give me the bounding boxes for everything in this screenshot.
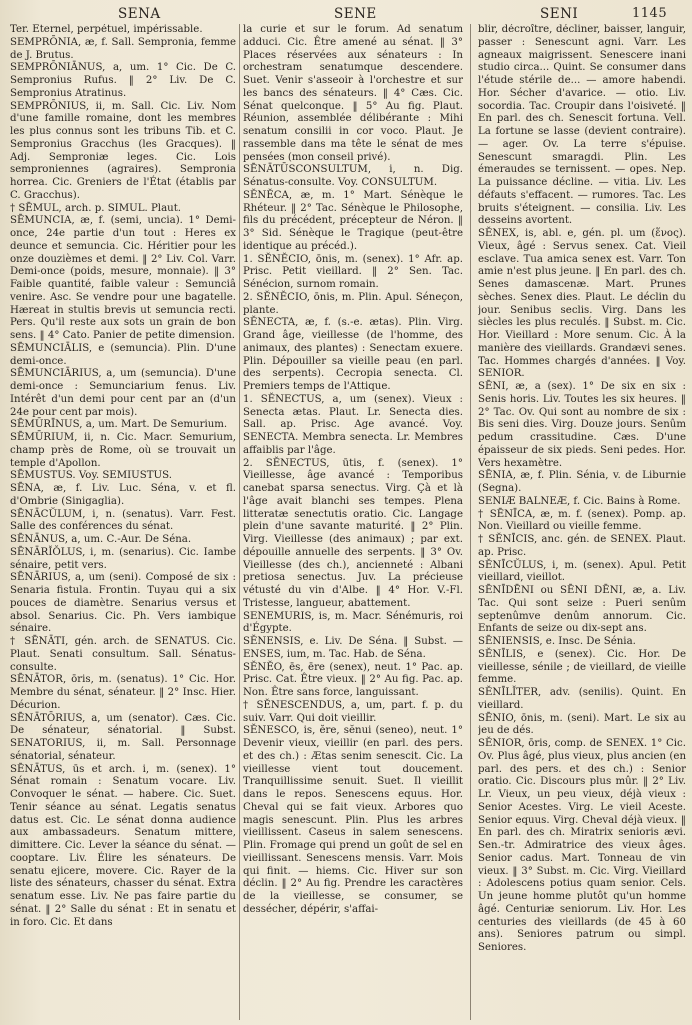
dictionary-entry: † SĒNĪCA, æ, m. f. (senex). Pomp. ap. Non. Vieillard ou vieille femme. [478,508,686,533]
dictionary-entry: SĔNEX, is, abl. e, gén. pl. um (ἕνος). Vieux, âgé : Servus senex. Cat. Vieil esclave. Tua amica senex est. Varr. Ton amie n'est plus jeune. ‖ En parl. des ch. Senes damascenæ. Mart. Prunes sèches. Senex dies. Plaut. Le déclin du jour. Senibus seclis. Virg. Dans les siècles les plus reculés. ‖ Subst. m. Cic. Hor. Vieillard : More senum. Cic. À la manière des vieillards. Grandævi senes. Tac. Hommes chargés d'années. ‖ Voy. SENIOR. [478,228,686,380]
column-divider-1 [239,24,240,1020]
dictionary-entry: SENIÆ BALNEÆ, f. Cic. Bains à Rome. [478,495,681,507]
header-left-guideword: SENA [118,6,161,22]
dictionary-entry: 2. SĔNECTUS, ūtis, f. (senex). 1° Vieillesse, âge avancé : Temporibus canebat sparsa senectus. Virg. Çà et là l'âge avait blanchi ses tempes. Plena litteratæ senectutis oratio. Cic. Langage plein d'une savante maturité. ‖ 2° Plin. Virg. Vieillesse (des animaux) ; par ext. dépouille annuelle des serpents. ‖ 3° Ov. Vieillesse (des ch.), ancienneté : Albani pretiosa senectus. Juv. La précieuse vétusté du vin d'Albe. ‖ 4° Hor. V.-Fl. Tristesse, langueur, abattement. [243,457,463,609]
column-2 [243,24,463,1020]
dictionary-entry: la curie et sur le forum. Ad senatum adduci. Cic. Être amené au sénat. ‖ 3° Places réservées aux sénateurs : In orchestram senatumque descendere. Suet. Venir s'asseoir à l'orchestre et sur les bancs des sénateurs. ‖ 4° Cæs. Cic. Sénat quelconque. ‖ 5° Au fig. Plaut. Réunion, assemblée délibérante : Mihi senatum consilii in cor voco. Plaut. Je rassemble dans ma tête le sénat de mes pensées (mon conseil privé). [243,24,463,163]
dictionary-entry: SĒMUNCIĀLIS, e (semuncia). Plin. D'une demi-once. [10,342,236,367]
dictionary-entry: SEMPRŌNIĀNUS, a, um. 1° Cic. De C. Sempronius Rufus. ‖ 2° Liv. De C. Sempronius Atratinus. [10,62,236,99]
running-header [0,4,692,26]
dictionary-entry: SĔNENSIS, e. Liv. De Séna. ‖ Subst. — ENSES, ium, m. Tac. Hab. de Séna. [243,636,463,660]
dictionary-entry: SĒMUNCIA, æ, f. (semi, uncia). 1° Demi-once, 24e partie d'un tout : Heres ex deunce et semuncia. Cic. Héritier pour les onze douzièmes et demi. ‖ 2° Liv. Col. Varr. Demi-once (poids, mesure, monnaie). ‖ 3° Faible quantité, faible valeur : Semunciâ venire. Asc. Se vendre pour une bagatelle. Hæreat in stultis brevis ut semuncia recti. Pers. Qu'il reste aux sots un grain de bon sens. ‖ 4° Cato. Panier de petite dimension. [10,215,236,341]
dictionary-entry: SĔNESCO, is, ĕre, sĕnui (seneo), neut. 1° Devenir vieux, vieillir (en parl. des pers. et des ch.) : Ætas senim senescit. Cic. La vieillesse vient tout doucement. Tranquillissime senuit. Suet. Il vieillit dans le repos. Senescens equus. Hor. Cheval qui se fait vieux. Arbores quo magis senescunt. Plin. Plus les arbres vieillissent. Caseus in salem senescens. Plin. Fromage qui prend un goût de sel en vieillissant. Senescens mensis. Varr. Mois qui finit. — hiems. Cic. Hiver sur son déclin. ‖ 2° Au fig. Prendre les caractères de la vieillesse, se consumer, se dessécher, dépérir, s'affai- [243,725,463,915]
dictionary-entry: 2. SĔNĔCIO, ōnis, m. Plin. Apul. Séneçon, plante. [243,291,463,316]
dictionary-entry: SĒNĀTUS, ūs et arch. i, m. (senex). 1° Sénat romain : Senatum vocare. Liv. Convoquer le sénat. — habere. Cic. Suet. Tenir séance au sénat. Legatis senatus datus est. Cic. Le sénat donna audience aux ambassadeurs. Senatum mittere, dimittere. Cic. Lever la séance du sénat. — cooptare. Liv. Élire les sénateurs. De senatu ejicere, movere. Cic. Rayer de la liste des sénateurs, chasser du sénat. Extra senatum esse. Liv. Ne pas faire partie du sénat. ‖ 2° Salle du sénat : Et in senatu et in foro. Cic. Et dans [10,763,236,928]
dictionary-entry: SĒNĀRĬŎLUS, i, m. (senarius). Cic. Iambe sénaire, petit vers. [10,546,236,571]
dictionary-entry: SĒMUNCIĀRIUS, a, um (semuncia). D'une demi-once : Semunciarium fenus. Liv. Intérêt d'un demi pour cent par an (d'un 24e pour cent par mois). [10,368,236,418]
column-1 [10,24,236,1020]
dictionary-entry: SĒNIO, ōnis, m. (seni). Mart. Le six au jeu de dés. [478,712,686,737]
dictionary-entry: SĔNĪLIS, e (senex). Cic. Hor. De vieillesse, sénile ; de vieillard, de vieille femme. [478,648,686,686]
dictionary-entry: blir, décroître, décliner, baisser, languir, passer : Senescunt agni. Varr. Les agneaux maigrissent. Senescere inani studio circa... Quint. Se consumer dans l'étude stérile de... — amore habendi. Hor. Sécher d'avarice. — otio. Liv. socordia. Tac. Croupir dans l'oisiveté. ‖ En parl. des ch. Senescit fortuna. Vell. La fortune se lasse (devient contraire). — ager. Ov. La terre s'épuise. Senescunt smaragdi. Plin. Les émeraudes se ternissent. — opes. Nep. La puissance décline. — vitia. Liv. Les défauts s'effacent. — rumores. Tac. Les bruits s'éteignent. — consilia. Liv. Les desseins avortent. [478,24,686,227]
dictionary-entry: † SĒMUL, arch. p. SIMUL. Plaut. [10,202,182,214]
dictionary-entry: SĒNĀRIUS, a, um (seni). Composé de six : Senaria fistula. Frontin. Tuyau qui a six pouces de diamètre. Senarius versus et absol. Senarius. Cic. Ph. Vers iambique sénaire. [10,572,236,635]
dictionary-entry: † SĔNESCENDUS, a, um, part. f. p. du suiv. Varr. Qui doit vieillir. [243,699,463,724]
dictionary-entry: SĒNĪDĒNI ou SĒNI DĒNI, æ, a. Liv. Tac. Qui sont seize : Pueri senûm septenûmve denûm annorum. Cic. Enfants de seize ou dix-sept ans. [478,585,686,635]
dictionary-entry: SĔNĔCA, æ, m. 1° Mart. Sénèque le Rhéteur. ‖ 2° Tac. Sénèque le Philosophe, fils du précédent, précepteur de Néron. ‖ 3° Sid. Sénèque le Tragique (peut-être identique au précéd.). [243,189,463,252]
dictionary-entry: SĒNĀNUS, a, um. C.-Aur. De Séna. [10,534,192,545]
dictionary-entry: SĒNIA, æ, f. Plin. Sénia, v. de Liburnie (Segna). [478,470,686,494]
dictionary-entry: 1. SĔNECTUS, a, um (senex). Vieux : Senecta ætas. Plaut. Lr. Senecta dies. Sall. ap. Prisc. Age avancé. Voy. SENECTA. Membra senecta. Lr. Membres affaiblis par l'âge. [243,393,463,456]
dictionary-entry: SĒMŪRIUM, ii, n. Cic. Macr. Semurium, champ près de Rome, où se trouvait un temple d'Apollon. [10,432,236,469]
header-right-guideword: SENI [540,6,579,22]
dictionary-entry: SEMPRŌNIA, æ, f. Sall. Sempronia, femme de J. Brutus. [10,36,236,61]
dictionary-entry: SĒNA, æ, f. Liv. Luc. Séna, v. et fl. d'Ombrie (Sinigaglia). [10,483,236,507]
dictionary-entry: SĒMUSTUS. Voy. SEMIUSTUS. [10,470,172,482]
dictionary-entry: SENEMURIS, is, m. Macr. Sénémuris, roi d'Égypte. [243,610,463,635]
dictionary-entry: 1. SĔNĔCIO, ōnis, m. (senex). 1° Afr. ap. Prisc. Petit vieillard. ‖ 2° Sen. Tac. Sénécion, surnom romain. [243,253,463,290]
dictionary-entry: † SĔNĪCIS, anc. gén. de SENEX. Plaut. ap. Prisc. [478,534,686,558]
page-number: 1145 [632,6,668,21]
dictionary-entry: SEMPRŌNIUS, ii, m. Sall. Cic. Liv. Nom d'une famille romaine, dont les membres les plus connus sont les tribuns Tib. et C. Sempronius Gracchus (les Gracques). ‖ Adj. Semproniæ leges. Cic. Lois semproniennes (agraires). Sempronia horrea. Cic. Greniers de l'État (établis par C. Gracchus). [10,100,236,201]
dictionary-entry: SĔNIOR, ōris, comp. de SENEX. 1° Cic. Ov. Plus âgé, plus vieux, plus ancien (en parl. des pers. et des ch.) : Senior oratio. Cic. Discours plus mûr. ‖ 2° Liv. Lr. Vieux, un peu vieux, déjà vieux : Senior Acestes. Virg. Le vieil Aceste. Senior equus. Virg. Cheval déjà vieux. ‖ En parl. des ch. Miratrix senioris ævi. Sen.-tr. Admiratrice des vieux âges. Senior cadus. Mart. Tonneau de vin vieux. ‖ 3° Subst. m. Cic. Virg. Vieillard : Adolescens potius quam senior. Cels. Un jeune homme plutôt qu'un homme âgé. Centuriæ seniorum. Liv. Hor. Les centuries des vieillards (de 45 à 60 ans). Seniores patrum ou simpl. Seniores. [478,738,686,953]
header-center-guideword: SENE [334,6,377,22]
dictionary-entry: SĔNECTA, æ, f. (s.-e. ætas). Plin. Virg. Grand âge, vieillesse (de l'homme, des animaux, des plantes) : Senectam exuere. Plin. Dépouiller sa vieille peau (en parl. des serpents). Cecropia senecta. Cl. Premiers temps de l'Attique. [243,317,463,392]
dictionary-entry: SĒNI, æ, a (sex). 1° De six en six : Senis horis. Liv. Toutes les six heures. ‖ 2° Tac. Ov. Qui sont au nombre de six : Bis seni dies. Virg. Douze jours. Senûm pedum crassitudine. Cæs. D'une épaisseur de six pieds. Seni pedes. Hor. Vers hexamètre. [478,381,686,469]
dictionary-entry: † SĒNĀTI, gén. arch. de SENATUS. Cic. Plaut. Senati consultum. Sall. Sénatus-consulte. [10,636,236,673]
column-3 [478,24,686,1020]
dictionary-entry: Ter. Eternel, perpétuel, impérissable. [10,24,203,35]
dictionary-entry: SĔNĔO, ēs, ēre (senex), neut. 1° Pac. ap. Prisc. Cat. Être vieux. ‖ 2° Au fig. Pac. ap. Non. Être sans force, languissant. [243,661,463,698]
dictionary-entry: SĒNIENSIS, e. Insc. De Sénia. [478,636,636,647]
dictionary-entry: SĒNĀTŪSCONSULTUM, i, n. Dig. Sénatus-consulte. Voy. CONSULTUM. [243,164,463,188]
dictionary-entry: SĒNĀTŌRIUS, a, um (senator). Cæs. Cic. De sénateur, sénatorial. ‖ Subst. SENATORIUS, ii, m. Sall. Personnage sénatorial, sénateur. [10,712,236,762]
dictionary-entry: SĔNĪLĬTER, adv. (senilis). Quint. En vieillard. [478,687,686,711]
column-divider-2 [470,24,471,1020]
dictionary-entry: SĔNĪCŬLUS, i, m. (senex). Apul. Petit vieillard, vieillot. [478,559,686,584]
dictionary-entry: SĒNĀTOR, ōris, m. (senatus). 1° Cic. Hor. Membre du sénat, sénateur. ‖ 2° Insc. Hier. Décurion. [10,674,236,711]
dictionary-entry: SĒMŪRĪNUS, a, um. Mart. De Semurium. [10,419,228,431]
dictionary-entry: SĒNĀCŬLUM, i, n. (senatus). Varr. Fest. Salle des conférences du sénat. [10,508,236,533]
